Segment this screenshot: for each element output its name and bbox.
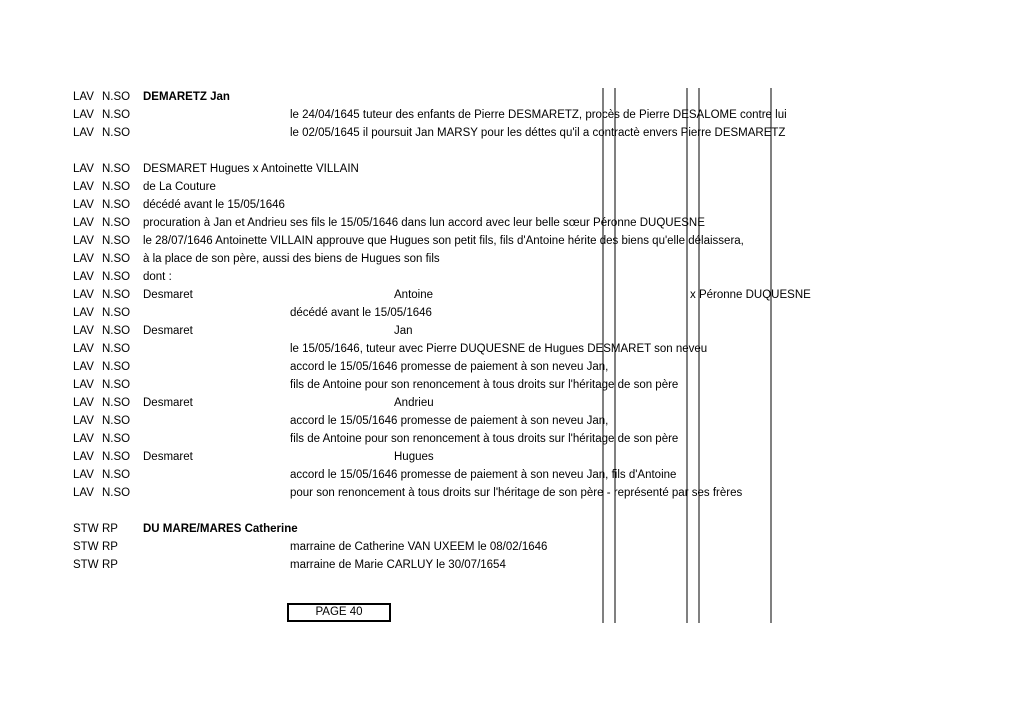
row-name: Desmaret xyxy=(143,451,193,463)
row-detail: accord le 15/05/1646 promesse de paiement à son neveu Jan, xyxy=(290,415,609,427)
row-code: LAV xyxy=(73,397,94,409)
row-code: LAV xyxy=(73,91,94,103)
row-detail: marraine de Catherine VAN UXEEM le 08/02/1646 xyxy=(290,541,548,553)
row-name: décédé avant le 15/05/1646 xyxy=(143,199,285,211)
row-code: LAV xyxy=(73,235,94,247)
row-detail: le 02/05/1645 il poursuit Jan MARSY pour les déttes qu'il a contractè envers Pierre DESMARETZ xyxy=(290,127,786,139)
row-spouse: x Péronne DUQUESNE xyxy=(690,289,811,301)
row-code: LAV xyxy=(73,109,94,121)
table-row xyxy=(0,88,1024,106)
table-row xyxy=(0,556,1024,574)
row-code: LAV xyxy=(73,343,94,355)
table-row xyxy=(0,322,1024,340)
table-row xyxy=(0,448,1024,466)
row-subcode: N.SO xyxy=(102,361,131,373)
row-code: STW xyxy=(73,541,99,553)
row-detail: accord le 15/05/1646 promesse de paiement à son neveu Jan, fils d'Antoine xyxy=(290,469,677,481)
row-subcode: N.SO xyxy=(102,487,131,499)
table-row xyxy=(0,106,1024,124)
table-row xyxy=(0,232,1024,250)
row-name: DU MARE/MARES Catherine xyxy=(143,523,298,535)
row-subcode: N.SO xyxy=(102,343,131,355)
table-row xyxy=(0,376,1024,394)
row-subcode: N.SO xyxy=(102,415,131,427)
table-row xyxy=(0,124,1024,142)
row-code: STW xyxy=(73,523,99,535)
row-code: LAV xyxy=(73,361,94,373)
row-name: de La Couture xyxy=(143,181,216,193)
row-firstname: Jan xyxy=(394,325,413,337)
row-code: LAV xyxy=(73,253,94,265)
row-subcode: N.SO xyxy=(102,469,131,481)
row-firstname: Antoine xyxy=(394,289,434,301)
row-subcode: N.SO xyxy=(102,379,131,391)
row-detail: accord le 15/05/1646 promesse de paiement à son neveu Jan, xyxy=(290,361,609,373)
row-name: Desmaret xyxy=(143,325,193,337)
row-detail: le 24/04/1645 tuteur des enfants de Pierre DESMARETZ, procès de Pierre DESALOME contre lui xyxy=(290,109,787,121)
row-code: LAV xyxy=(73,487,94,499)
row-code: LAV xyxy=(73,307,94,319)
table-row xyxy=(0,538,1024,556)
row-detail: pour son renoncement à tous droits sur l'héritage de son père - représenté par ses frères xyxy=(290,487,743,499)
row-detail: fils de Antoine pour son renoncement à tous droits sur l'héritage de son père xyxy=(290,433,679,445)
row-code: LAV xyxy=(73,127,94,139)
table-row xyxy=(0,358,1024,376)
row-detail: fils de Antoine pour son renoncement à tous droits sur l'héritage de son père xyxy=(290,379,679,391)
row-code: LAV xyxy=(73,217,94,229)
row-subcode: N.SO xyxy=(102,217,131,229)
row-detail: le 15/05/1646, tuteur avec Pierre DUQUESNE de Hugues DESMARET son neveu xyxy=(290,343,708,355)
table-row xyxy=(0,466,1024,484)
row-subcode: N.SO xyxy=(102,451,131,463)
row-subcode: N.SO xyxy=(102,199,131,211)
table-row xyxy=(0,484,1024,502)
row-subcode: RP xyxy=(102,559,118,571)
row-code: LAV xyxy=(73,289,94,301)
row-subcode: N.SO xyxy=(102,307,131,319)
row-subcode: N.SO xyxy=(102,235,131,247)
row-code: LAV xyxy=(73,271,94,283)
table-row xyxy=(0,178,1024,196)
row-subcode: N.SO xyxy=(102,163,131,175)
row-code: LAV xyxy=(73,325,94,337)
row-subcode: N.SO xyxy=(102,289,131,301)
row-name: DESMARET Hugues x Antoinette VILLAIN xyxy=(143,163,359,175)
table-row xyxy=(0,160,1024,178)
page-number-box xyxy=(287,603,391,622)
table-row xyxy=(0,250,1024,268)
row-code: LAV xyxy=(73,451,94,463)
table-row xyxy=(0,304,1024,322)
row-firstname: Hugues xyxy=(394,451,434,463)
row-code: LAV xyxy=(73,163,94,175)
row-subcode: N.SO xyxy=(102,271,131,283)
row-code: LAV xyxy=(73,415,94,427)
row-subcode: RP xyxy=(102,541,118,553)
row-subcode: N.SO xyxy=(102,325,131,337)
table-row xyxy=(0,340,1024,358)
row-subcode: N.SO xyxy=(102,127,131,139)
table-row xyxy=(0,286,1024,304)
table-row xyxy=(0,214,1024,232)
table-row xyxy=(0,520,1024,538)
row-name: dont : xyxy=(143,271,172,283)
row-code: LAV xyxy=(73,181,94,193)
row-subcode: N.SO xyxy=(102,433,131,445)
table-row xyxy=(0,430,1024,448)
row-detail: marraine de Marie CARLUY le 30/07/1654 xyxy=(290,559,506,571)
row-detail: décédé avant le 15/05/1646 xyxy=(290,307,432,319)
page-number-label: PAGE 40 xyxy=(315,606,363,618)
table-row xyxy=(0,268,1024,286)
row-name: Desmaret xyxy=(143,397,193,409)
row-code: LAV xyxy=(73,433,94,445)
row-name: à la place de son père, aussi des biens de Hugues son fils xyxy=(143,253,440,265)
table-row xyxy=(0,394,1024,412)
row-subcode: N.SO xyxy=(102,397,131,409)
row-firstname: Andrieu xyxy=(394,397,434,409)
row-code: LAV xyxy=(73,199,94,211)
table-row xyxy=(0,412,1024,430)
row-name: le 28/07/1646 Antoinette VILLAIN approuve que Hugues son petit fils, fils d'Antoine hérite des biens qu'elle délaissera, xyxy=(143,235,744,247)
row-name: procuration à Jan et Andrieu ses fils le 15/05/1646 dans lun accord avec leur belle sœur Péronne DUQUESNE xyxy=(143,217,705,229)
row-subcode: RP xyxy=(102,523,118,535)
row-name: DEMARETZ Jan xyxy=(143,91,230,103)
table-row xyxy=(0,196,1024,214)
row-subcode: N.SO xyxy=(102,181,131,193)
row-code: LAV xyxy=(73,469,94,481)
row-code: STW xyxy=(73,559,99,571)
row-subcode: N.SO xyxy=(102,91,131,103)
row-subcode: N.SO xyxy=(102,109,131,121)
row-name: Desmaret xyxy=(143,289,193,301)
row-code: LAV xyxy=(73,379,94,391)
row-subcode: N.SO xyxy=(102,253,131,265)
